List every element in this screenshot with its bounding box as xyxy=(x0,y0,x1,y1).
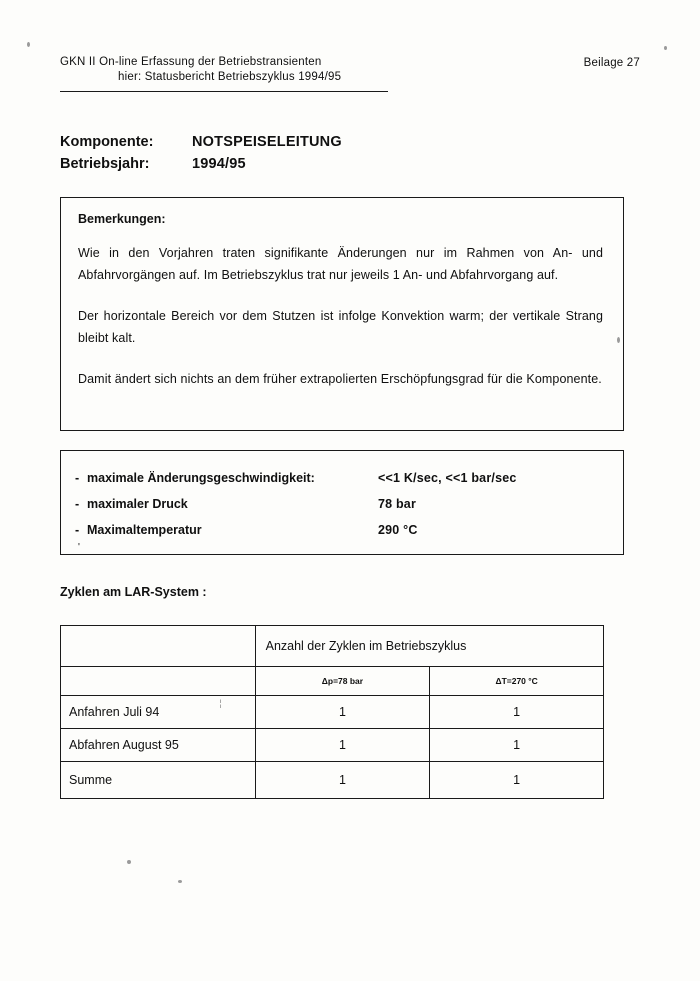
stray-mark: ' xyxy=(78,542,80,553)
key-value-value: 290 °C xyxy=(378,523,418,537)
scan-speck xyxy=(27,42,30,47)
document-header xyxy=(60,55,640,95)
table-corner-cell xyxy=(61,626,256,667)
remarks-heading: Bemerkungen: xyxy=(78,212,166,226)
key-value-label: - maximaler Druck xyxy=(75,497,188,511)
table-row xyxy=(61,729,604,762)
table-subheader-dt: ΔT=270 °C xyxy=(430,667,604,696)
title-block xyxy=(60,131,560,175)
key-value-row xyxy=(75,517,623,543)
key-value-label-text: maximale Änderungsgeschwindigkeit: xyxy=(87,471,315,485)
table-corner-cell-2 xyxy=(61,667,256,696)
table-subheader-dp: Δp=78 bar xyxy=(255,667,430,696)
table-cell-dt: 1 xyxy=(430,696,604,729)
table-cell-dp: 1 xyxy=(255,729,430,762)
key-value-label: - Maximaltemperatur xyxy=(75,523,202,537)
table-summary-row xyxy=(61,762,604,799)
table-row xyxy=(61,696,604,729)
table-summary-dt: 1 xyxy=(430,762,604,799)
attachment-number: Beilage 27 xyxy=(583,57,640,69)
operating-year-value: 1994/95 xyxy=(192,156,246,172)
key-value-label-text: maximaler Druck xyxy=(87,497,188,511)
key-value-label-text: Maximaltemperatur xyxy=(87,523,202,537)
scan-speck xyxy=(178,880,182,883)
table-summary-label: Summe xyxy=(61,762,256,799)
key-value-value: <<1 K/sec, <<1 bar/sec xyxy=(378,471,517,485)
scan-speck xyxy=(664,46,667,50)
table-subheader-row xyxy=(61,667,604,696)
table-header-row xyxy=(61,626,604,667)
remarks-paragraph-2: Der horizontale Bereich vor dem Stutzen ist infolge Konvektion warm; der vertikale Strang bleibt kalt. xyxy=(78,309,603,345)
table-row-label-text: Anfahren Juli 94 xyxy=(69,705,160,719)
table-summary-dp: 1 xyxy=(255,762,430,799)
table-cell-dt: 1 xyxy=(430,729,604,762)
operating-year-row xyxy=(60,153,560,175)
component-label: Komponente: xyxy=(60,134,154,150)
table-row-label xyxy=(61,696,256,729)
operating-year-label: Betriebsjahr: xyxy=(60,156,150,172)
remarks-paragraph-1: Wie in den Vorjahren traten signifikante Änderungen nur im Rahmen von An- und Abfahrvorgängen auf. Im Betriebszyklus trat nur jeweils 1 An- und Abfahrvorgang auf. xyxy=(78,246,603,282)
table-header-cycles: Anzahl der Zyklen im Betriebszyklus xyxy=(255,626,603,667)
remarks-box xyxy=(60,197,624,431)
scan-smudge: ¦ xyxy=(219,698,221,708)
remarks-paragraph-3: Damit ändert sich nichts an dem früher extrapolierten Erschöpfungsgrad für die Komponente. xyxy=(78,372,602,386)
header-title-block xyxy=(60,55,341,85)
key-value-value: 78 bar xyxy=(378,497,417,511)
table-row-label: Abfahren August 95 xyxy=(61,729,256,762)
header-divider xyxy=(60,91,388,92)
cycles-section-title: Zyklen am LAR-System : xyxy=(60,585,207,599)
key-value-row xyxy=(75,491,623,517)
cycles-table xyxy=(60,625,604,799)
scan-speck xyxy=(127,860,131,864)
key-values-box xyxy=(60,450,624,555)
table-cell-dp: 1 xyxy=(255,696,430,729)
key-value-row xyxy=(75,465,623,491)
component-row xyxy=(60,131,560,153)
header-line-1: GKN II On-line Erfassung der Betriebstransienten xyxy=(60,56,322,68)
header-line-2: hier: Statusbericht Betriebszyklus 1994/95 xyxy=(118,71,342,83)
key-value-label: - maximale Änderungsgeschwindigkeit: xyxy=(75,471,315,485)
component-value: NOTSPEISELEITUNG xyxy=(192,134,342,150)
